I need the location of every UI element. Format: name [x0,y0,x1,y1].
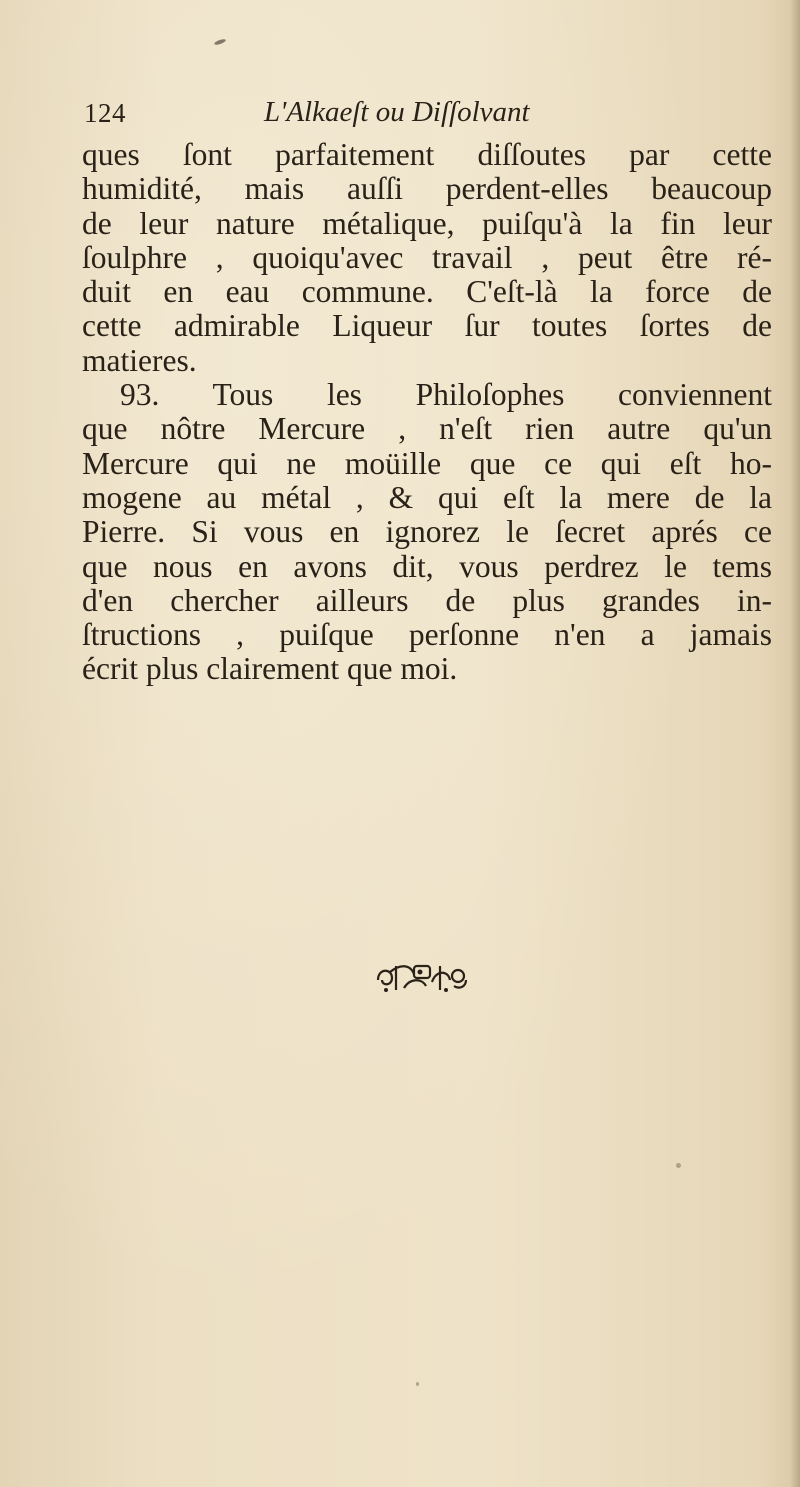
paper-speck [416,1382,419,1386]
ink-speck [214,38,227,46]
text-line-13: que nous en avons dit, vous perdrez le tems [82,548,772,584]
text-line-6: cette admirable Liqueur ſur toutes ſortes de [82,308,772,344]
page-header [84,96,764,136]
text-line-14: d'en chercher ailleurs de plus grandes in- [82,582,772,618]
text-line-10: Mercure qui ne moüille que ce qui eſt ho- [82,445,772,481]
text-line-7: matieres. [82,342,197,378]
running-title: L'Alkaeſt ou Diſſolvant [264,96,530,128]
text-line-8-paragraph-start: 93. Tous les Philoſophes conviennent [120,377,772,413]
text-line-3: de leur nature métalique, puiſqu'à la fin leur [82,205,772,241]
page-edge-shadow [790,0,800,1487]
text-line-5: duit en eau commune. C'eſt-là la force de [82,274,772,310]
fleuron-icon [370,960,470,994]
text-line-1: ques ſont parfaitement diſſoutes par cette [82,137,772,172]
text-line-4: ſoulphre , quoiqu'avec travail , peut être ré- [82,239,772,275]
text-line-12: Pierre. Si vous en ignorez le ſecret aprés ce [82,514,772,550]
text-line-15: ſtructions , puiſque perſonne n'en a jamais [82,617,772,653]
text-line-16: écrit plus clairement que moi. [82,651,458,687]
text-line-2: humidité, mais auſſi perdent-elles beaucoup [82,171,772,207]
paper-speck [676,1163,681,1168]
page-number: 124 [84,98,126,128]
text-line-9: que nôtre Mercure , n'eſt rien autre qu'un [82,411,772,447]
body-text [82,138,772,687]
text-line-11: mogene au métal , & qui eſt la mere de la [82,479,772,515]
